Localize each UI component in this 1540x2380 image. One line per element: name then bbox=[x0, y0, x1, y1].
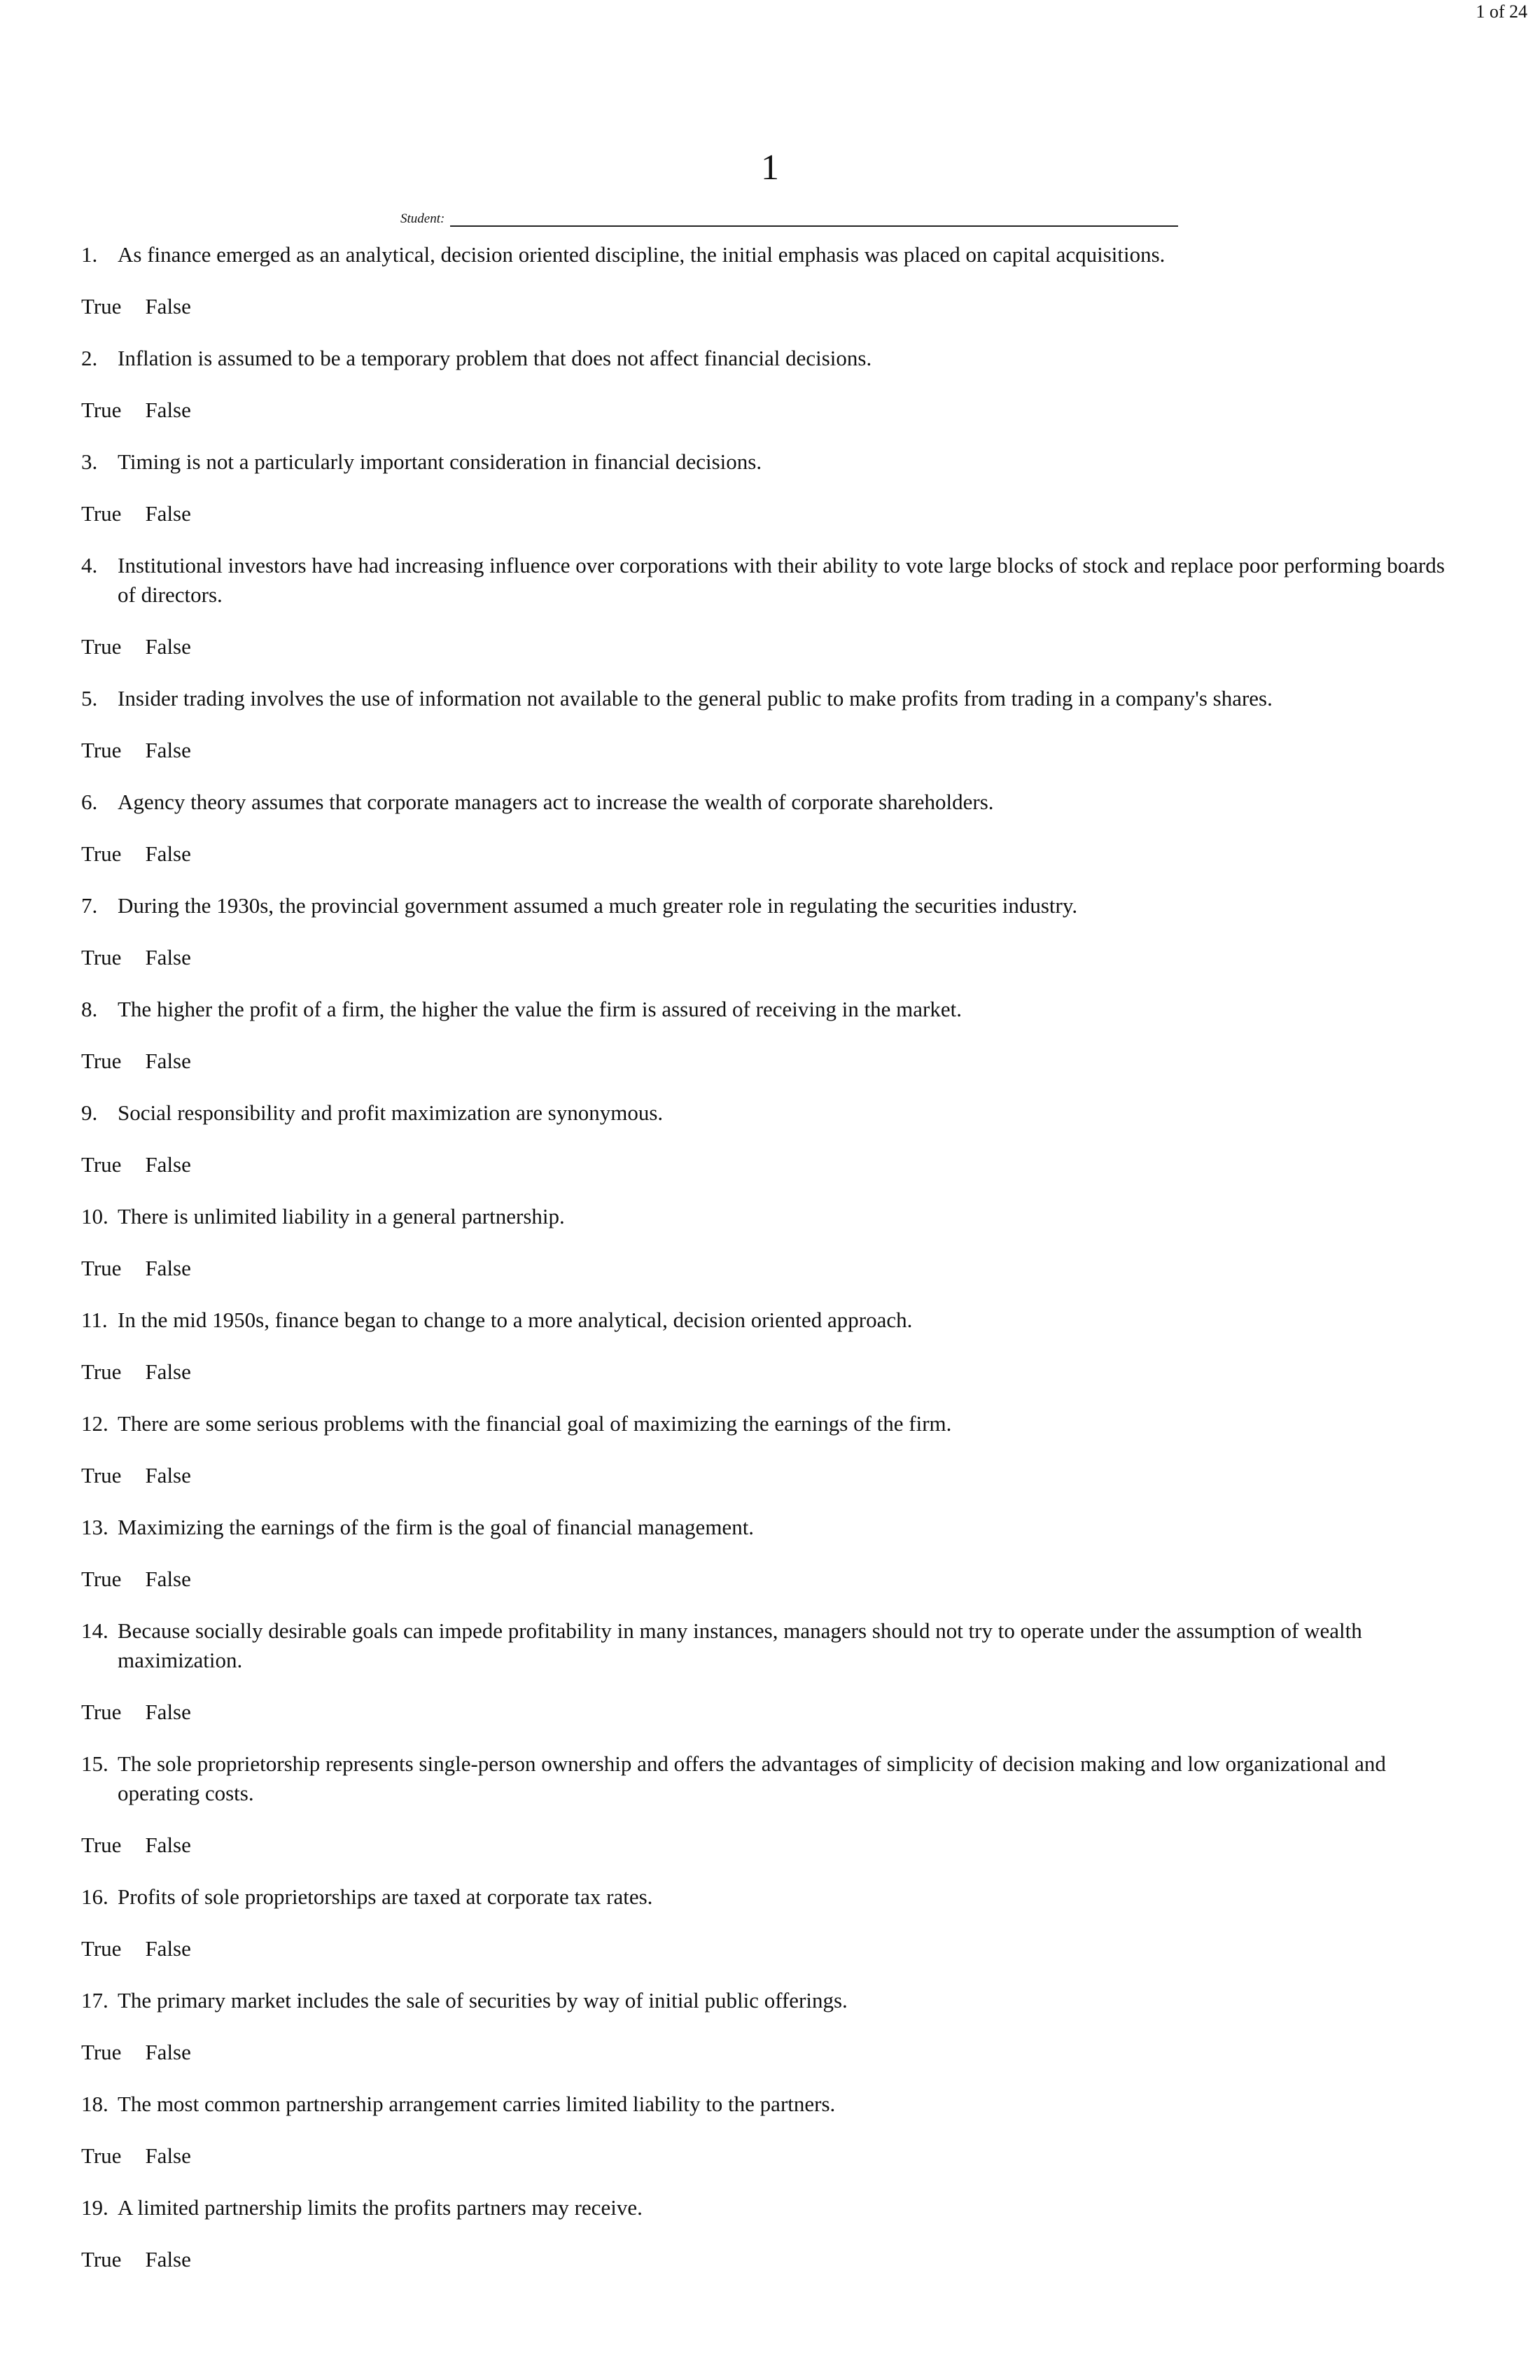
question-row bbox=[81, 344, 1453, 373]
answer-choice-false[interactable]: False bbox=[145, 2247, 191, 2272]
answer-choice-false[interactable]: False bbox=[145, 294, 191, 318]
answer-choice-true[interactable]: True bbox=[81, 1936, 122, 1961]
question-number: 6. bbox=[81, 790, 98, 814]
question-item bbox=[81, 551, 1453, 662]
question-text: Agency theory assumes that corporate managers act to increase the wealth of corporate shareholders. bbox=[118, 790, 994, 814]
answer-choice-false[interactable]: False bbox=[145, 2143, 191, 2168]
question-row bbox=[81, 1202, 1453, 1231]
answer-choices bbox=[81, 499, 1453, 528]
question-number: 18. bbox=[81, 2092, 108, 2116]
question-item bbox=[81, 1986, 1453, 2067]
answer-choice-false[interactable]: False bbox=[145, 1936, 191, 1961]
question-item bbox=[81, 1306, 1453, 1387]
student-name-line bbox=[400, 211, 1178, 227]
question-item bbox=[81, 684, 1453, 765]
question-row bbox=[81, 1098, 1453, 1128]
question-text: As finance emerged as an analytical, decision oriented discipline, the initial emphasis was placed on capital acquisitions. bbox=[118, 242, 1166, 267]
answer-choices bbox=[81, 1698, 1453, 1727]
page-title: 1 bbox=[761, 148, 779, 188]
answer-choices bbox=[81, 1830, 1453, 1860]
question-item bbox=[81, 1098, 1453, 1180]
answer-choices bbox=[81, 2141, 1453, 2171]
answer-choice-true[interactable]: True bbox=[81, 1463, 122, 1488]
question-item bbox=[81, 2090, 1453, 2171]
question-item bbox=[81, 344, 1453, 425]
question-text: During the 1930s, the provincial government assumed a much greater role in regulating the securities industry. bbox=[118, 893, 1078, 918]
question-item bbox=[81, 891, 1453, 972]
answer-choices bbox=[81, 1934, 1453, 1963]
answer-choice-true[interactable]: True bbox=[81, 398, 122, 422]
answer-choice-true[interactable]: True bbox=[81, 2143, 122, 2168]
question-text: A limited partnership limits the profits partners may receive. bbox=[118, 2195, 643, 2220]
question-number: 1. bbox=[81, 242, 98, 267]
question-number: 4. bbox=[81, 553, 98, 578]
question-number: 7. bbox=[81, 893, 98, 918]
question-number: 12. bbox=[81, 1411, 108, 1436]
question-text: Timing is not a particularly important consideration in financial decisions. bbox=[118, 449, 762, 474]
question-item bbox=[81, 1202, 1453, 1283]
question-row bbox=[81, 2090, 1453, 2119]
question-text: Social responsibility and profit maximization are synonymous. bbox=[118, 1100, 664, 1125]
question-row bbox=[81, 240, 1453, 270]
question-number: 5. bbox=[81, 686, 98, 710]
answer-choice-false[interactable]: False bbox=[145, 2040, 191, 2064]
answer-choices bbox=[81, 1564, 1453, 1594]
question-row bbox=[81, 551, 1453, 610]
answer-choice-false[interactable]: False bbox=[145, 1152, 191, 1177]
question-row bbox=[81, 1616, 1453, 1675]
question-number: 3. bbox=[81, 449, 98, 474]
answer-choice-true[interactable]: True bbox=[81, 1152, 122, 1177]
question-item bbox=[81, 1513, 1453, 1594]
answer-choice-true[interactable]: True bbox=[81, 294, 122, 318]
question-row bbox=[81, 447, 1453, 477]
answer-choices bbox=[81, 2038, 1453, 2067]
answer-choice-true[interactable]: True bbox=[81, 738, 122, 762]
question-item bbox=[81, 995, 1453, 1076]
answer-choices bbox=[81, 1357, 1453, 1387]
question-row bbox=[81, 891, 1453, 920]
answer-choices bbox=[81, 736, 1453, 765]
question-text: The most common partnership arrangement carries limited liability to the partners. bbox=[118, 2092, 836, 2116]
question-row bbox=[81, 1986, 1453, 2015]
question-number: 9. bbox=[81, 1100, 98, 1125]
question-number: 10. bbox=[81, 1204, 108, 1228]
question-text: Insider trading involves the use of information not available to the general public to make profits from trading in a company's shares. bbox=[118, 686, 1273, 710]
question-text: Profits of sole proprietorships are taxed at corporate tax rates. bbox=[118, 1884, 653, 1909]
answer-choices bbox=[81, 943, 1453, 972]
question-item bbox=[81, 1882, 1453, 1963]
answer-choices bbox=[81, 1461, 1453, 1490]
answer-choice-true[interactable]: True bbox=[81, 501, 122, 526]
answer-choice-false[interactable]: False bbox=[145, 1256, 191, 1280]
answer-choice-false[interactable]: False bbox=[145, 1049, 191, 1073]
answer-choice-false[interactable]: False bbox=[145, 398, 191, 422]
question-text: Institutional investors have had increasing influence over corporations with their ability to vote large blocks of stock and replace poor performing boards of directors. bbox=[118, 553, 1445, 607]
question-row bbox=[81, 1749, 1453, 1808]
answer-choice-true[interactable]: True bbox=[81, 2247, 122, 2272]
question-number: 13. bbox=[81, 1515, 108, 1539]
answer-choice-false[interactable]: False bbox=[145, 1567, 191, 1591]
question-text: Inflation is assumed to be a temporary problem that does not affect financial decisions. bbox=[118, 346, 872, 370]
question-text: There is unlimited liability in a general partnership. bbox=[118, 1204, 565, 1228]
question-item bbox=[81, 1409, 1453, 1490]
question-number: 11. bbox=[81, 1308, 108, 1332]
question-text: Because socially desirable goals can impede profitability in many instances, managers should not try to operate under the assumption of wealth maximization. bbox=[118, 1618, 1362, 1672]
question-number: 14. bbox=[81, 1618, 108, 1643]
answer-choice-true[interactable]: True bbox=[81, 841, 122, 866]
answer-choice-false[interactable]: False bbox=[145, 634, 191, 659]
answer-choice-true[interactable]: True bbox=[81, 1256, 122, 1280]
answer-choice-false[interactable]: False bbox=[145, 841, 191, 866]
answer-choice-false[interactable]: False bbox=[145, 501, 191, 526]
question-item bbox=[81, 447, 1453, 528]
answer-choices bbox=[81, 839, 1453, 869]
answer-choice-true[interactable]: True bbox=[81, 1567, 122, 1591]
answer-choices bbox=[81, 632, 1453, 662]
question-row bbox=[81, 684, 1453, 713]
question-text: The primary market includes the sale of securities by way of initial public offerings. bbox=[118, 1988, 848, 2012]
question-number: 19. bbox=[81, 2195, 108, 2220]
answer-choice-true[interactable]: True bbox=[81, 1049, 122, 1073]
question-number: 2. bbox=[81, 346, 98, 370]
answer-choice-true[interactable]: True bbox=[81, 634, 122, 659]
answer-choices bbox=[81, 396, 1453, 425]
question-number: 8. bbox=[81, 997, 98, 1021]
answer-choice-false[interactable]: False bbox=[145, 1833, 191, 1857]
question-number: 16. bbox=[81, 1884, 108, 1909]
student-label: Student: bbox=[400, 211, 445, 226]
question-number: 15. bbox=[81, 1751, 108, 1776]
question-text: In the mid 1950s, finance began to change to a more analytical, decision oriented approach. bbox=[118, 1308, 913, 1332]
answer-choice-true[interactable]: True bbox=[81, 2040, 122, 2064]
question-item bbox=[81, 788, 1453, 869]
question-row bbox=[81, 1513, 1453, 1542]
question-item bbox=[81, 240, 1453, 321]
question-number: 17. bbox=[81, 1988, 108, 2012]
answer-choice-true[interactable]: True bbox=[81, 1359, 122, 1384]
question-item bbox=[81, 1616, 1453, 1727]
question-row bbox=[81, 1306, 1453, 1335]
answer-choice-false[interactable]: False bbox=[145, 945, 191, 969]
answer-choices bbox=[81, 292, 1453, 321]
answer-choice-true[interactable]: True bbox=[81, 1833, 122, 1857]
question-item bbox=[81, 2193, 1453, 2274]
answer-choices bbox=[81, 1046, 1453, 1076]
question-text: Maximizing the earnings of the firm is the goal of financial management. bbox=[118, 1515, 755, 1539]
question-row bbox=[81, 2193, 1453, 2222]
answer-choices bbox=[81, 1254, 1453, 1283]
answer-choice-true[interactable]: True bbox=[81, 945, 122, 969]
question-text: The sole proprietorship represents single-person ownership and offers the advantages of simplicity of decision making and low organizational and operating costs. bbox=[118, 1751, 1386, 1805]
answer-choices bbox=[81, 2245, 1453, 2274]
question-text: There are some serious problems with the financial goal of maximizing the earnings of the firm. bbox=[118, 1411, 952, 1436]
question-list bbox=[81, 240, 1453, 2297]
answer-choice-false[interactable]: False bbox=[145, 1700, 191, 1724]
answer-choice-false[interactable]: False bbox=[145, 738, 191, 762]
question-row bbox=[81, 788, 1453, 817]
question-row bbox=[81, 1409, 1453, 1438]
answer-choice-false[interactable]: False bbox=[145, 1463, 191, 1488]
question-row bbox=[81, 995, 1453, 1024]
answer-choices bbox=[81, 1150, 1453, 1180]
question-item bbox=[81, 1749, 1453, 1860]
student-name-blank[interactable] bbox=[450, 213, 1178, 227]
answer-choice-false[interactable]: False bbox=[145, 1359, 191, 1384]
answer-choice-true[interactable]: True bbox=[81, 1700, 122, 1724]
question-text: The higher the profit of a firm, the higher the value the firm is assured of receiving in the market. bbox=[118, 997, 962, 1021]
question-row bbox=[81, 1882, 1453, 1912]
page-counter: 1 of 24 bbox=[1476, 1, 1527, 22]
